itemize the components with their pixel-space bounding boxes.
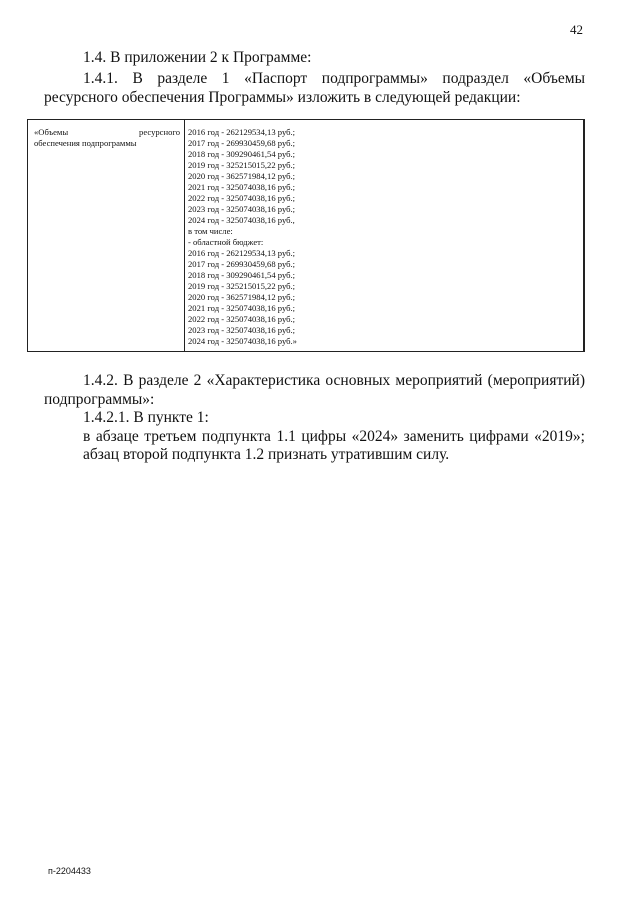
table-row: 2017 год - 269930459,68 руб.;: [188, 138, 296, 148]
table-row: 2022 год - 325074038,16 руб.;: [188, 314, 296, 324]
section-1-4-2-line4: в абзаце третьем подпункта 1.1 цифры «2024» заменить цифрами «2019»;: [83, 428, 585, 445]
table-row: 2019 год - 325215015,22 руб.;: [188, 160, 296, 170]
table-left-word-b: ресурсного: [139, 127, 180, 137]
table-row: 2020 год - 362571984,12 руб.;: [188, 171, 296, 181]
table-row: 2016 год - 262129534,13 руб.;: [188, 127, 296, 137]
table-row: 2023 год - 325074038,16 руб.;: [188, 204, 296, 214]
section-1-4-2-line2: подпрограммы»:: [44, 391, 155, 408]
section-1-4-1-line1: 1.4.1. В разделе 1 «Паспорт подпрограммы» подраздел «Объемы: [83, 70, 585, 87]
table-row: 2023 год - 325074038,16 руб.;: [188, 325, 296, 335]
table-row: 2018 год - 309290461,54 руб.;: [188, 270, 296, 280]
resource-table: [27, 119, 585, 352]
table-row: 2019 год - 325215015,22 руб.;: [188, 281, 296, 291]
section-1-4-heading: 1.4. В приложении 2 к Программе:: [83, 49, 312, 66]
table-row: 2022 год - 325074038,16 руб.;: [188, 193, 296, 203]
table-row: 2024 год - 325074038,16 руб.»: [188, 336, 297, 346]
table-left-line1: [34, 127, 180, 138]
table-row: 2017 год - 269930459,68 руб.;: [188, 259, 296, 269]
table-left-line2: обеспечения подпрограммы: [34, 138, 137, 148]
section-1-4-1-line2: ресурсного обеспечения Программы» изложить в следующей редакции:: [44, 89, 521, 106]
section-1-4-2-line1: 1.4.2. В разделе 2 «Характеристика основных мероприятий (мероприятий): [83, 372, 585, 389]
table-row: 2020 год - 362571984,12 руб.;: [188, 292, 296, 302]
table-left-cell: [28, 120, 185, 351]
table-right-cell: [185, 120, 584, 351]
section-1-4-2-1-line: 1.4.2.1. В пункте 1:: [83, 409, 209, 426]
table-row: 2021 год - 325074038,16 руб.;: [188, 182, 296, 192]
table-row: 2021 год - 325074038,16 руб.;: [188, 303, 296, 313]
table-row: в том числе:: [188, 226, 233, 236]
table-row: 2024 год - 325074038,16 руб.,: [188, 215, 295, 225]
table-row: - областной бюджет:: [188, 237, 264, 247]
table-row: 2016 год - 262129534,13 руб.;: [188, 248, 296, 258]
table-row: 2018 год - 309290461,54 руб.;: [188, 149, 296, 159]
section-1-4-2-line5: абзац второй подпункта 1.2 признать утратившим силу.: [83, 446, 450, 463]
table-left-word-a: «Объемы: [34, 127, 69, 137]
page-number: 42: [570, 22, 583, 37]
footer-document-code: п-2204433: [48, 866, 91, 876]
